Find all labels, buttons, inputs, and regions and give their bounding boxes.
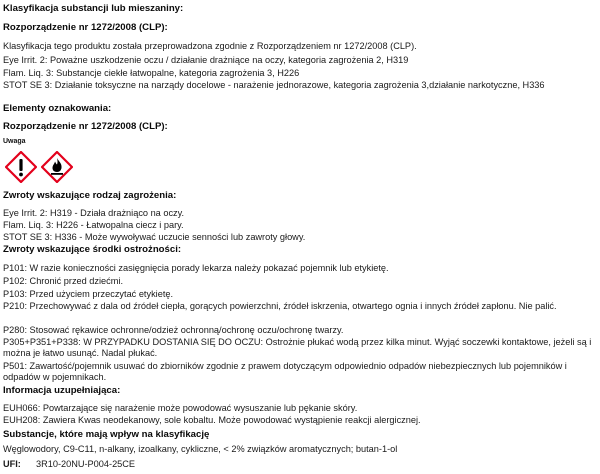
classification-line: Klasyfikacja tego produktu została przeprowadzona zgodnie z Rozporządzeniem nr 1272/2008 (CLP).: [3, 41, 417, 51]
hazard-statement: Flam. Liq. 3: H226 - Łatwopalna ciecz i pary.: [3, 220, 184, 230]
ufi-label: UFI:: [3, 459, 21, 469]
ufi-value: 3R10-20NU-P004-25CE: [35, 459, 136, 469]
precautionary-statement: P501: Zawartość/pojemnik usuwać do zbiorników zgodnie z prawem dotyczącym odpowiednio odpadów niebezpiecznych lub pojemników i odpadów w pojemnikach.: [3, 361, 567, 383]
precautionary-statement: P280: Stosować rękawice ochronne/odzież ochronną/ochronę oczu/ochronę twarzy.: [3, 325, 344, 335]
precautionary-title: Zwroty wskazujące środki ostrożności:: [3, 244, 182, 255]
precautionary-statement: P103: Przed użyciem przeczytać etykietę.: [3, 289, 174, 299]
classification-line: STOT SE 3: Działanie toksyczne na narządy docelowe - narażenie jednorazowe, kategoria zagrożenia 3,działanie narkotyczne, H336: [3, 80, 545, 90]
precautionary-statement: P102: Chronić przed dziećmi.: [3, 276, 124, 286]
hazard-statement: Eye Irrit. 2: H319 - Działa drażniąco na oczy.: [3, 208, 185, 218]
label-elements-title: Elementy oznakowania:: [3, 103, 112, 114]
ufi-line: [3, 459, 135, 470]
precautionary-statement: P305+P351+P338: W PRZYPADKU DOSTANIA SIĘ DO OCZU: Ostrożnie płukać wodą przez kilka minut. Wyjąć soczewki kontaktowe, jeżeli są i można je łatwo usunąć. Nadal płukać.: [3, 337, 592, 359]
regulation-heading-2: Rozporządzenie nr 1272/2008 (CLP):: [3, 121, 168, 132]
regulation-heading-1: Rozporządzenie nr 1272/2008 (CLP):: [3, 22, 168, 33]
classification-line: Flam. Liq. 3: Substancje ciekłe łatwopalne, kategoria zagrożenia 3, H226: [3, 68, 300, 78]
ghs02-flame-icon: [41, 151, 73, 183]
precautionary-statement: P101: W razie konieczności zasięgnięcia porady lekarza należy pokazać pojemnik lub etykietę.: [3, 263, 389, 273]
substances-title: Substancje, które mają wpływ na klasyfikację: [3, 429, 210, 440]
precautionary-statement: P210: Przechowywać z dala od źródeł ciepła, gorących powierzchni, źródeł iskrzenia, otwartego ognia i innych źródeł zapłonu. Nie palić.: [3, 301, 557, 311]
supplementary-title: Informacja uzupełniająca:: [3, 385, 121, 396]
supplementary-statement: EUH066: Powtarzające się narażenie może powodować wysuszanie lub pękanie skóry.: [3, 403, 358, 413]
classification-line: Eye Irrit. 2: Poważne uszkodzenie oczu / działanie drażniące na oczy, kategoria zagrożenia 2, H319: [3, 55, 409, 65]
classification-title: Klasyfikacja substancji lub mieszaniny:: [3, 3, 184, 14]
substances-text: Węglowodory, C9-C11, n-alkany, izoalkany, cykliczne, < 2% związków aromatycznych; butan-1-ol: [3, 444, 398, 454]
hazard-statement: STOT SE 3: H336 - Może wywoływać uczucie senności lub zawroty głowy.: [3, 232, 306, 242]
hazard-statements-title: Zwroty wskazujące rodzaj zagrożenia:: [3, 190, 177, 201]
signal-word: Uwaga: [3, 138, 26, 145]
ghs07-exclamation-icon: [5, 151, 37, 183]
supplementary-statement: EUH208: Zawiera Kwas neodekanowy, sole kobaltu. Może powodować wystąpienie reakcji alergicznej.: [3, 415, 421, 425]
